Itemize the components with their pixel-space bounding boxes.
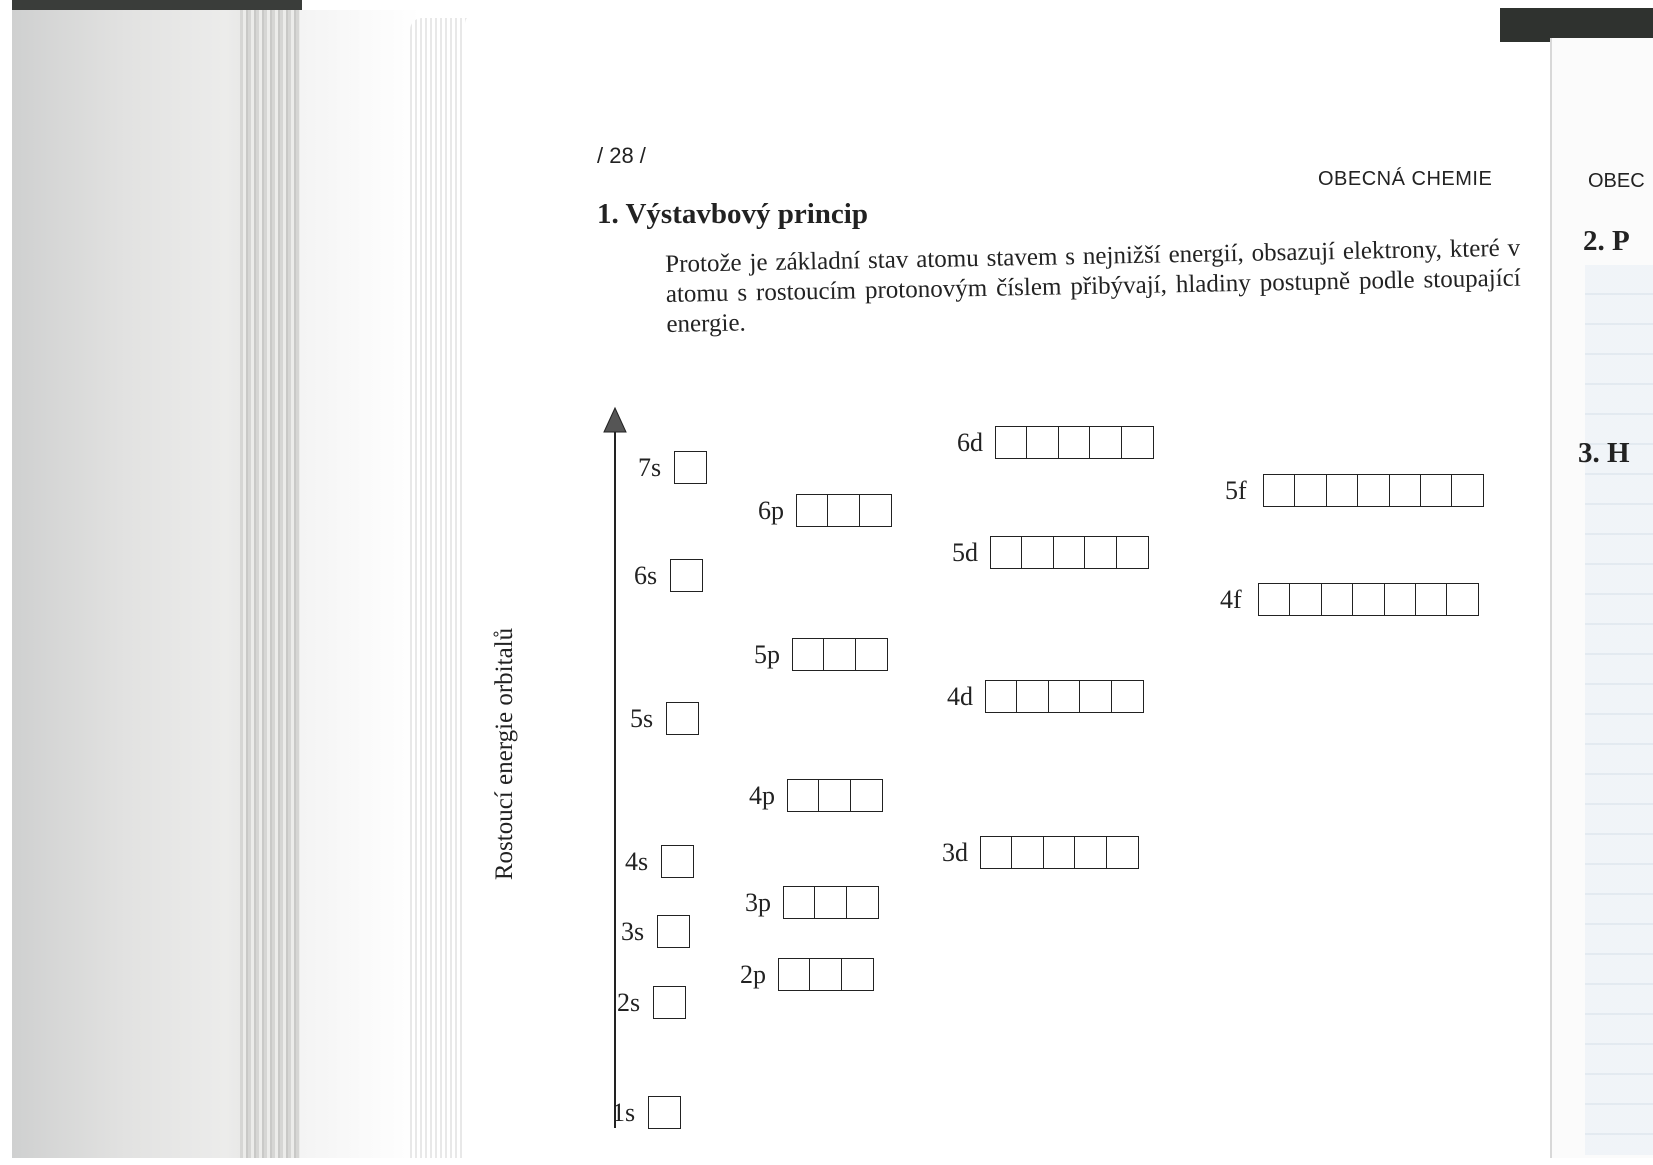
orbital-box — [1043, 836, 1076, 869]
orbital-boxes-5s — [666, 702, 699, 735]
orbital-box — [809, 958, 842, 991]
orbital-box — [1048, 680, 1081, 713]
orbital-box — [823, 638, 856, 671]
orbital-box — [1089, 426, 1122, 459]
orbital-box — [850, 779, 883, 812]
orbital-label-4f: 4f — [1220, 585, 1242, 614]
orbital-boxes-5p — [792, 638, 888, 671]
orbital-box — [1420, 474, 1453, 507]
orbital-box — [841, 958, 874, 991]
orbital-box — [1011, 836, 1044, 869]
orbital-box — [1451, 474, 1484, 507]
orbital-box — [814, 886, 847, 919]
adjacent-running-head: OBEC — [1588, 170, 1645, 192]
orbital-label-1s: 1s — [612, 1098, 636, 1127]
orbital-label-4s: 4s — [625, 847, 649, 876]
orbital-label-2s: 2s — [617, 988, 641, 1017]
orbital-box — [1111, 680, 1144, 713]
orbital-box — [1016, 680, 1049, 713]
orbital-label-6s: 6s — [634, 561, 658, 590]
orbital-box — [1106, 836, 1139, 869]
orbital-boxes-6d — [995, 426, 1154, 459]
orbital-boxes-1s — [648, 1096, 681, 1129]
orbital-boxes-3p — [783, 886, 879, 919]
orbital-box — [792, 638, 825, 671]
orbital-label-5s: 5s — [630, 704, 654, 733]
orbital-label-5f: 5f — [1225, 476, 1247, 505]
orbital-box — [827, 494, 860, 527]
orbital-box — [1384, 583, 1417, 616]
orbital-label-7s: 7s — [638, 453, 662, 482]
orbital-box — [1294, 474, 1327, 507]
orbital-boxes-4d — [985, 680, 1144, 713]
orbital-boxes-6s — [670, 559, 703, 592]
orbital-box — [1357, 474, 1390, 507]
orbital-boxes-4f — [1258, 583, 1479, 616]
orbital-boxes-5d — [990, 536, 1149, 569]
orbital-label-4d: 4d — [947, 682, 973, 711]
orbital-box — [1258, 583, 1291, 616]
orbital-label-6p: 6p — [758, 496, 784, 525]
axis-arrow-icon — [604, 408, 626, 432]
orbital-box — [1021, 536, 1054, 569]
orbital-box — [796, 494, 829, 527]
orbital-box — [653, 986, 686, 1019]
orbital-box — [1058, 426, 1091, 459]
orbital-box — [661, 845, 694, 878]
intro-paragraph: Protože je základní stav atomu stavem s nejnižší energií, obsazují elektrony, které v atomu s rostoucím protonovým číslem přibývají, hladiny postupně podle stoupající energie. — [665, 234, 1521, 338]
orbital-box — [1053, 536, 1086, 569]
orbital-label-5p: 5p — [754, 640, 780, 669]
orbital-box — [648, 1096, 681, 1129]
orbital-box — [985, 680, 1018, 713]
orbital-box — [787, 779, 820, 812]
orbital-label-3p: 3p — [745, 888, 771, 917]
orbital-label-6d: 6d — [957, 428, 983, 457]
orbital-box — [1116, 536, 1149, 569]
orbital-label-5d: 5d — [952, 538, 978, 567]
orbital-box — [990, 536, 1023, 569]
adjacent-section-2: 2. P — [1583, 225, 1630, 257]
orbital-box — [1121, 426, 1154, 459]
orbital-box — [1321, 583, 1354, 616]
orbital-box — [1084, 536, 1117, 569]
orbital-label-3d: 3d — [942, 838, 968, 867]
orbital-boxes-3s — [657, 915, 690, 948]
orbital-box — [1074, 836, 1107, 869]
orbital-box — [1415, 583, 1448, 616]
orbital-boxes-3d — [980, 836, 1139, 869]
orbital-box — [859, 494, 892, 527]
axis-label: Rostoucí energie orbitalů — [491, 627, 518, 881]
orbital-boxes-2s — [653, 986, 686, 1019]
adjacent-section-3: 3. H — [1578, 437, 1630, 469]
section-title: 1. Výstavbový princip — [597, 198, 868, 230]
orbital-box — [666, 702, 699, 735]
orbital-box — [1079, 680, 1112, 713]
orbital-box — [1026, 426, 1059, 459]
orbital-boxes-4s — [661, 845, 694, 878]
orbital-box — [980, 836, 1013, 869]
orbital-box — [1446, 583, 1479, 616]
orbital-box — [783, 886, 816, 919]
orbital-boxes-7s — [674, 451, 707, 484]
orbital-boxes-6p — [796, 494, 892, 527]
orbital-box — [1389, 474, 1422, 507]
orbital-box — [674, 451, 707, 484]
orbital-box — [657, 915, 690, 948]
orbital-box — [995, 426, 1028, 459]
orbital-label-4p: 4p — [749, 781, 775, 810]
orbital-box — [818, 779, 851, 812]
orbital-box — [670, 559, 703, 592]
orbital-label-2p: 2p — [740, 960, 766, 989]
orbital-box — [1352, 583, 1385, 616]
running-head: OBECNÁ CHEMIE — [1318, 168, 1493, 190]
orbital-boxes-2p — [778, 958, 874, 991]
page-number: / 28 / — [597, 143, 646, 168]
orbital-box — [855, 638, 888, 671]
orbital-boxes-5f — [1263, 474, 1484, 507]
orbital-box — [778, 958, 811, 991]
orbital-label-3s: 3s — [621, 917, 645, 946]
orbital-box — [1289, 583, 1322, 616]
orbital-box — [1326, 474, 1359, 507]
orbital-box — [846, 886, 879, 919]
orbital-boxes-4p — [787, 779, 883, 812]
orbital-box — [1263, 474, 1296, 507]
